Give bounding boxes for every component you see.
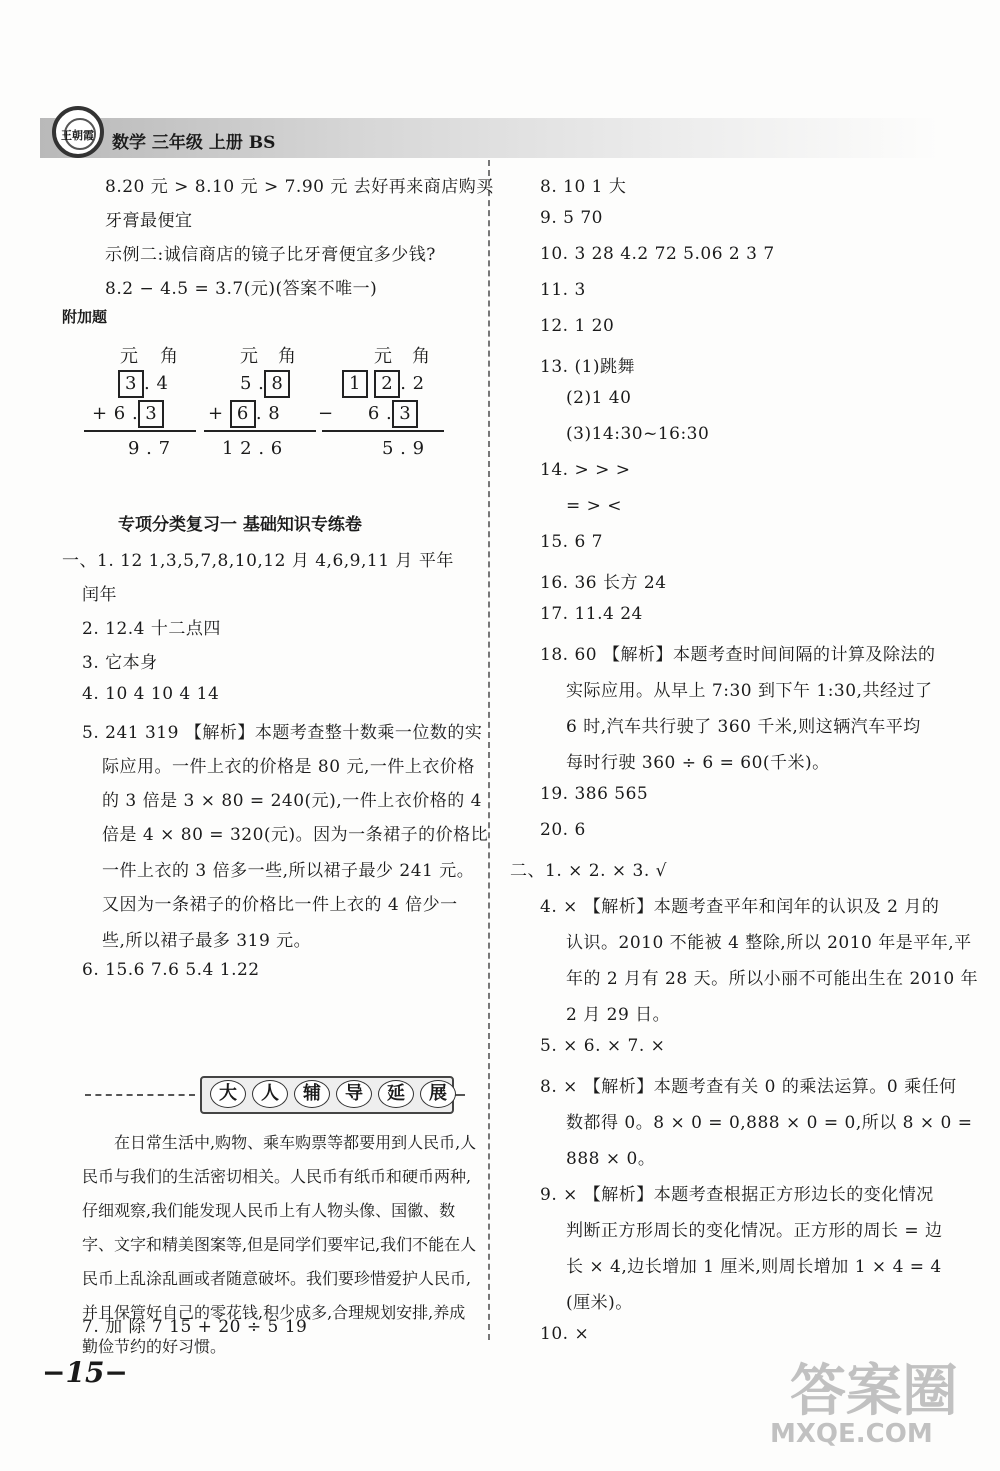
right-item-8: 8. 10 1 大: [540, 177, 627, 197]
right-item-2-9: 9. × 【解析】本题考查根据正方形边长的变化情况: [540, 1185, 934, 1205]
calc3-row2-text: 6 .: [367, 403, 393, 424]
right-item-15: 15. 6 7: [540, 532, 603, 552]
calc3-unit-yuan: 元: [374, 346, 393, 367]
calc3-box-b: 2: [374, 370, 400, 398]
banner-char-5: 延: [378, 1080, 414, 1108]
left-item-5: 5. 241 319 【解析】本题考查整十数乘一位数的实: [82, 723, 483, 743]
watermark-url: MXQE.COM: [770, 1419, 933, 1449]
left-item-4: 4. 10 4 10 4 14: [82, 684, 220, 704]
calc2-box-b: 6: [230, 400, 256, 428]
calc1-row2-text: + 6 .: [92, 403, 139, 424]
calc2-row1-text: 5 .: [240, 373, 265, 394]
left-item-2: 2. 12.4 十二点四: [82, 619, 221, 639]
calc1-rule: [84, 430, 196, 432]
calc3-box-c: 3: [392, 400, 418, 428]
calc1-row1: [118, 370, 168, 398]
extension-banner: [85, 1074, 465, 1114]
left-top-line-2: 牙膏最便宜: [105, 211, 193, 231]
calc2-plus: +: [208, 403, 224, 424]
right-item-13: 13. (1)跳舞: [540, 357, 636, 377]
page-number: −15−: [42, 1356, 128, 1389]
right-item-13-3: (3)14:30~16:30: [566, 424, 710, 444]
watermark: [760, 1347, 980, 1457]
header-title: 数学 三年级 上册 BS: [112, 133, 276, 153]
right-item-2-4-l4: 2 月 29 日。: [566, 1005, 671, 1025]
right-item-2-9-l3: 长 × 4,边长增加 1 厘米,则周长增加 1 × 4 = 4: [566, 1257, 942, 1277]
calc1-unit-jiao: 角: [160, 346, 179, 367]
calc1-row1-rest: . 4: [144, 373, 169, 394]
banner-char-6: 展: [420, 1080, 456, 1108]
right-item-2-9-l2: 判断正方形周长的变化情况。正方形的周长 = 边: [566, 1221, 943, 1241]
left-item-5-l5: 一件上衣的 3 倍多一些,所以裙子最少 241 元。: [102, 861, 475, 881]
calc2-rule: [204, 430, 316, 432]
left-item-5-l2: 际应用。一件上衣的价格是 80 元,一件上衣价格: [102, 757, 475, 777]
banner-line-left: [85, 1094, 195, 1096]
extra-title: 附加题: [62, 308, 108, 326]
right-item-2-4-l2: 认识。2010 不能被 4 整除,所以 2010 年是平年,平: [566, 933, 972, 953]
banner-chars: [210, 1080, 456, 1108]
left-item-7: 7. 加 除 7 15 + 20 ÷ 5 19: [82, 1317, 308, 1337]
calc1-box-a: 3: [118, 370, 144, 398]
calc1-box-b: 3: [138, 400, 164, 428]
left-item-1b: 闰年: [82, 585, 117, 605]
right-item-17: 17. 11.4 24: [540, 604, 643, 624]
right-item-18-3: 6 时,汽车共行驶了 360 千米,则这辆汽车平均: [566, 717, 921, 737]
banner-char-2: 人: [252, 1080, 288, 1108]
right-item-10: 10. 3 28 4.2 72 5.06 2 3 7: [540, 244, 775, 264]
right-item-19: 19. 386 565: [540, 784, 649, 804]
section-title: 专项分类复习一 基础知识专练卷: [118, 515, 362, 535]
calc2-row2: [208, 400, 280, 428]
right-item-18-2: 实际应用。从早上 7:30 到下午 1:30,共经过了: [566, 681, 933, 701]
calc3-row2: [318, 400, 418, 428]
right-item-2-4-l3: 年的 2 月有 28 天。所以小丽不可能出生在 2010 年: [566, 969, 979, 989]
extension-paragraph: 在日常生活中,购物、乘车购票等都要用到人民币,人民币与我们的生活密切相关。人民币有纸币和硬币两种,仔细观察,我们能发现人民币上有人物头像、国徽、数字、文字和精美图案等,但是同学们要牢记,我们不能在人民币上乱涂乱画或者随意破坏。我们要珍惜爱护人民币,并且保管好自己的零花钱,积少成多,合理规划安排,养成勤俭节约的好习惯。: [82, 1133, 477, 1356]
right-item-14-2: = > <: [566, 496, 623, 516]
right-item-18-4: 每时行驶 360 ÷ 6 = 60(千米)。: [566, 753, 830, 773]
banner-char-3: 辅: [294, 1080, 330, 1108]
right-item-2-4: 4. × 【解析】本题考查平年和闰年的认识及 2 月的: [540, 897, 940, 917]
right-item-11: 11. 3: [540, 280, 586, 300]
calc3-row1-rest: . 2: [400, 373, 425, 394]
calc2-result: 1 2 . 6: [222, 438, 283, 459]
right-item-2-8-l2: 数都得 0。8 × 0 = 0,888 × 0 = 0,所以 8 × 0 =: [566, 1113, 973, 1133]
calc2-row2-rest: . 8: [255, 403, 281, 424]
calc2-unit-yuan: 元: [240, 346, 259, 367]
left-item-3: 3. 它本身: [82, 653, 158, 673]
left-item-5-l3: 的 3 倍是 3 × 80 = 240(元),一件上衣价格的 4: [102, 791, 482, 811]
left-top-line-4: 8.2 − 4.5 = 3.7(元)(答案不唯一): [105, 279, 378, 299]
calc2-box-a: 8: [264, 370, 290, 398]
left-top-line-1: 8.20 元 > 8.10 元 > 7.90 元 去好再来商店购买: [105, 177, 494, 197]
calc1-row2: [92, 400, 164, 428]
logo-text: 王朝霞: [61, 129, 94, 142]
calc3-unit-jiao: 角: [412, 346, 431, 367]
calc1-unit-yuan: 元: [120, 346, 139, 367]
left-item-6: 6. 15.6 7.6 5.4 1.22: [82, 960, 260, 980]
right-item-13-2: (2)1 40: [566, 388, 632, 408]
publisher-logo: [52, 106, 104, 158]
calc2-row1: [240, 370, 290, 398]
right-item-2-10: 10. ×: [540, 1324, 590, 1344]
right-item-2-9-l4: (厘米)。: [566, 1293, 633, 1313]
banner-char-1: 大: [210, 1080, 246, 1108]
left-item-1: 一、1. 12 1,3,5,7,8,10,12 月 4,6,9,11 月 平年: [62, 551, 454, 571]
right-item-9: 9. 5 70: [540, 208, 603, 228]
right-item-20: 20. 6: [540, 820, 586, 840]
right-item-16: 16. 36 长方 24: [540, 573, 667, 593]
calc3-rule: [322, 430, 444, 432]
left-item-5-l6: 又因为一条裙子的价格比一件上衣的 4 倍少一: [102, 895, 458, 915]
right-item-14: 14. > > >: [540, 460, 631, 480]
calc3-row1: [342, 370, 425, 398]
calc3-result: 5 . 9: [382, 438, 425, 459]
left-item-5-l7: 些,所以裙子最多 319 元。: [102, 931, 312, 951]
left-item-5-l4: 倍是 4 × 80 = 320(元)。因为一条裙子的价格比: [102, 825, 489, 845]
calc3-box-a: 1: [342, 370, 368, 398]
right-item-18: 18. 60 【解析】本题考查时间间隔的计算及除法的: [540, 645, 936, 665]
banner-char-4: 导: [336, 1080, 372, 1108]
left-top-line-3: 示例二:诚信商店的镜子比牙膏便宜多少钱?: [105, 245, 436, 265]
right-item-2-8: 8. × 【解析】本题考查有关 0 的乘法运算。0 乘任何: [540, 1077, 957, 1097]
calc2-unit-jiao: 角: [278, 346, 297, 367]
right-item-2-8-l3: 888 × 0。: [566, 1149, 656, 1169]
right-item-12: 12. 1 20: [540, 316, 615, 336]
calc1-result: 9 . 7: [128, 438, 171, 459]
calc3-minus: −: [318, 403, 334, 424]
watermark-logo: 答案圈: [790, 1359, 958, 1424]
column-divider: [488, 160, 490, 1340]
right-section-two: 二、1. × 2. × 3. √: [510, 861, 667, 881]
right-item-2-5: 5. × 6. × 7. ×: [540, 1036, 666, 1056]
banner-line-right: [455, 1094, 465, 1096]
